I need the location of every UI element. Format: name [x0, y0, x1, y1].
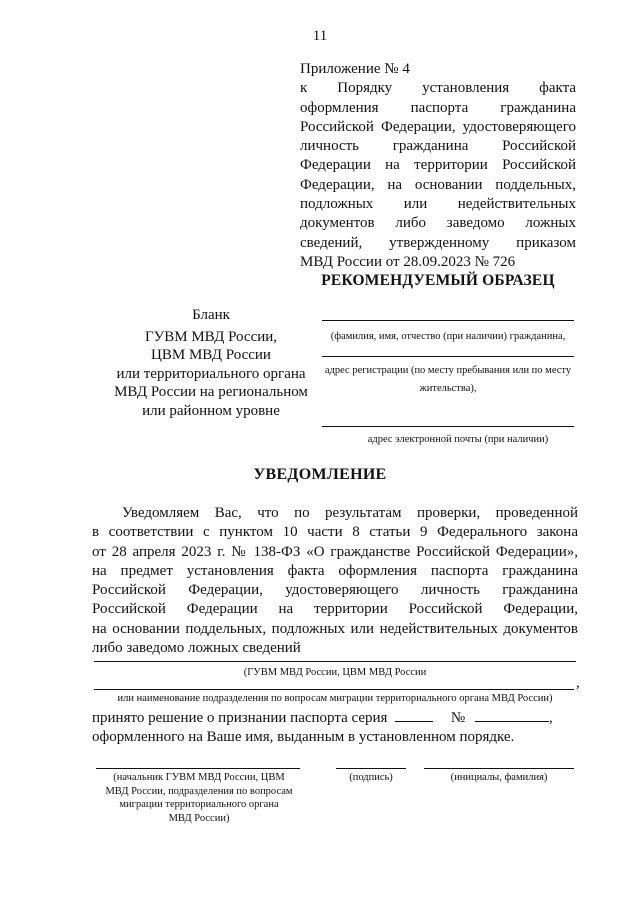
letterhead-blank	[86, 306, 336, 420]
signature-line	[336, 768, 406, 769]
appendix-line: сведений, утвержденному приказом	[300, 234, 576, 251]
official-position-line	[96, 768, 300, 769]
decision-comma: ,	[548, 710, 553, 726]
initials-line	[424, 768, 574, 769]
appendix-line: Федерации на территории Российской	[300, 157, 576, 174]
recipient-address-caption-2: жительства),	[419, 383, 477, 394]
appendix-line: подложных или недействительных	[300, 196, 576, 213]
recipient-name-line-2	[322, 356, 574, 357]
body-line: на предмет установления факта оформления паспорта гражданина	[92, 562, 578, 579]
recipient-name-line	[322, 320, 574, 321]
appendix-line: документов либо заведомо ложных	[300, 215, 576, 232]
authority-caption-2: или наименование подразделения по вопросам миграции территориального органа МВД России)	[117, 693, 553, 704]
body-line: на основании поддельных, подложных или недействительных документов	[92, 620, 578, 637]
page-number: 11	[312, 28, 328, 44]
body-line: в соответствии с пунктом 10 части 8 статьи 9 Федерального закона	[92, 524, 578, 541]
blank-line: ГУВМ МВД России,	[144, 328, 278, 345]
official-caption-line: (начальник ГУВМ МВД России, ЦВМ	[113, 772, 285, 783]
appendix-line: Российской Федерации, удостоверяющего	[300, 118, 576, 135]
recipient-address-line	[322, 426, 574, 427]
official-position-caption	[94, 771, 304, 825]
passport-number-field	[475, 709, 549, 722]
authority-caption-1: (ГУВМ МВД России, ЦВМ МВД России	[243, 667, 427, 678]
blank-line: или районном уровне	[142, 402, 280, 419]
appendix-line: к Порядку установления факта	[300, 80, 576, 97]
sample-heading: РЕКОМЕНДУЕМЫЙ ОБРАЗЕЦ	[321, 272, 555, 289]
official-caption-line: МВД России)	[168, 812, 230, 824]
blank-line: Бланк	[192, 307, 230, 323]
blank-line: или территориального органа	[116, 365, 306, 382]
blank-line: МВД России на региональном	[114, 384, 308, 400]
decision-line-2: оформленного на Ваше имя, выданным в установленном порядке.	[92, 729, 515, 745]
initials-caption: (инициалы, фамилия)	[450, 772, 548, 783]
notice-title: УВЕДОМЛЕНИЕ	[253, 466, 387, 483]
appendix-line: оформления паспорта гражданина	[300, 99, 576, 116]
body-line: Уведомляем Вас, что по результатам проверки, проведенной	[122, 505, 578, 521]
authority-line-2	[94, 689, 574, 690]
authority-line-1	[94, 661, 576, 662]
decision-line-1	[92, 709, 582, 727]
passport-series-field	[395, 709, 433, 722]
body-line: Российской Федерации, удостоверяющего личность гражданина	[92, 582, 578, 599]
signature-caption: (подпись)	[349, 772, 393, 783]
appendix-line: Федерации, на основании поддельных,	[300, 176, 576, 193]
decision-text: принято решение о признании паспорта серия	[92, 710, 388, 726]
official-caption-line: миграции территориального органа	[119, 799, 279, 810]
recipient-email-caption: адрес электронной почты (при наличии)	[367, 434, 549, 445]
recipient-address-caption: адрес регистрации (по месту пребывания или по месту	[324, 365, 572, 376]
blank-line: ЦВМ МВД России	[151, 347, 271, 363]
appendix-line: Приложение № 4	[300, 61, 410, 77]
notice-body	[92, 504, 578, 658]
body-line: Российской Федерации на территории Российской Федерации,	[92, 601, 578, 618]
appendix-block	[300, 60, 576, 272]
number-sign: №	[450, 710, 466, 726]
body-line: либо заведомо ложных сведений	[92, 640, 301, 657]
official-caption-line: МВД России, подразделения по вопросам	[105, 785, 293, 797]
appendix-line: личность гражданина Российской	[300, 138, 576, 155]
body-line: от 28 апреля 2023 г. № 138-ФЗ «О гражданстве Российской Федерации»,	[92, 543, 578, 560]
authority-trailing-comma: ,	[576, 675, 580, 691]
appendix-line: МВД России от 28.09.2023 № 726	[300, 253, 516, 270]
recipient-name-caption: (фамилия, имя, отчество (при наличии) гражданина,	[330, 331, 566, 342]
